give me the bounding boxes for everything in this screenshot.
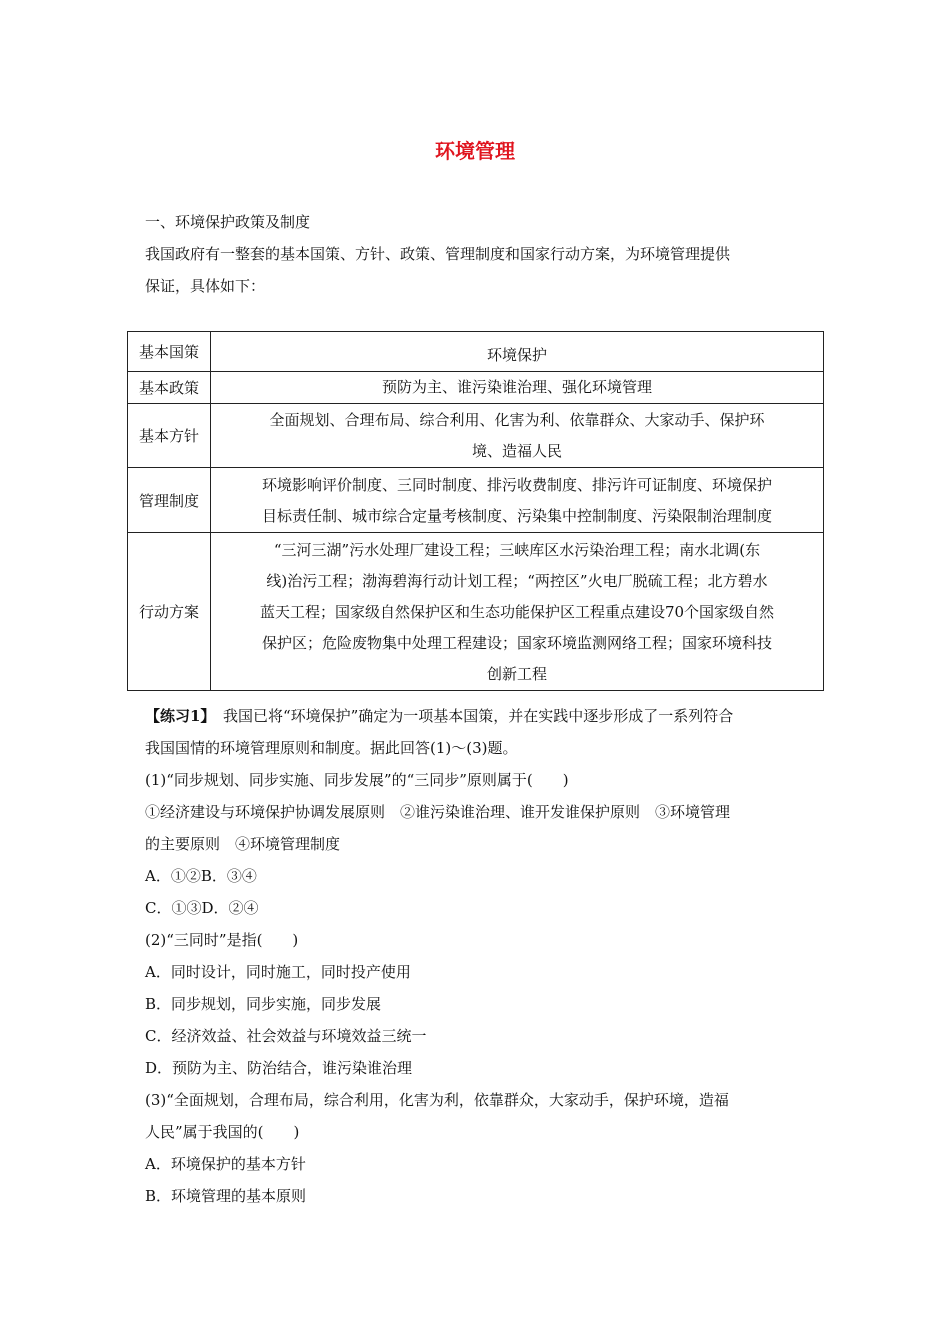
row-value xyxy=(211,533,824,691)
row-value xyxy=(211,372,824,404)
row-value-line: 保护区；危险废物集中处理工程建设；国家环境监测网络工程；国家环境科技 xyxy=(261,634,772,652)
q3-choice-b: B．环境管理的基本原则 xyxy=(145,1187,307,1205)
q2-choice-a: A．同时设计，同时施工，同时投产使用 xyxy=(145,963,411,981)
q1-options-2: 的主要原则 ④环境管理制度 xyxy=(145,835,341,853)
table-row xyxy=(128,533,824,691)
row-value-line: 目标责任制、城市综合定量考核制度、污染集中控制制度、污染限制治理制度 xyxy=(261,507,772,525)
row-value-line: 创新工程 xyxy=(486,665,547,683)
row-key: 行动方案 xyxy=(128,533,211,691)
table-row xyxy=(128,372,824,404)
question-1: (1)“同步规划、同步实施、同步发展”的“三同步”原则属于( ) xyxy=(145,771,569,789)
row-value-line: “三河三湖”污水处理厂建设工程；三峡库区水污染治理工程；南水北调(东 xyxy=(273,541,761,559)
question-2: (2)“三同时”是指( ) xyxy=(145,931,299,949)
row-key: 基本国策 xyxy=(128,332,211,372)
q3-choice-a: A．环境保护的基本方针 xyxy=(145,1155,306,1173)
row-value xyxy=(211,332,824,372)
table-row xyxy=(128,332,824,372)
q1-options-1: ①经济建设与环境保护协调发展原则 ②谁污染谁治理、谁开发谁保护原则 ③环境管理 xyxy=(145,803,731,821)
policy-table xyxy=(127,331,824,691)
exercise-label: 【练习1】 xyxy=(145,707,208,725)
row-key: 基本政策 xyxy=(128,372,211,404)
page-title: 环境管理 xyxy=(435,139,515,163)
exercise-intro-text: 我国已将“环境保护”确定为一项基本国策，并在实践中逐步形成了一系列符合 xyxy=(222,707,734,725)
q2-choice-c: C．经济效益、社会效益与环境效益三统一 xyxy=(145,1027,427,1045)
row-value-line: 预防为主、谁污染谁治理、强化环境管理 xyxy=(381,378,652,396)
row-key: 管理制度 xyxy=(128,468,211,533)
table-row xyxy=(128,404,824,468)
intro-line-2: 保证，具体如下： xyxy=(145,277,266,295)
row-value-line: 线)治污工程；渤海碧海行动计划工程；“两控区”火电厂脱硫工程；北方碧水 xyxy=(266,572,768,590)
exercise-intro-1 xyxy=(145,700,815,732)
row-value xyxy=(211,404,824,468)
row-value-line: 环境保护 xyxy=(486,346,547,364)
table-row xyxy=(128,468,824,533)
q2-choice-b: B．同步规划，同步实施，同步发展 xyxy=(145,995,382,1013)
intro-line-1: 我国政府有一整套的基本国策、方针、政策、管理制度和国家行动方案，为环境管理提供 xyxy=(145,245,731,263)
row-value-line: 境、造福人民 xyxy=(471,442,562,460)
row-value-line: 蓝天工程；国家级自然保护区和生态功能保护区工程重点建设70个国家级自然 xyxy=(259,603,775,621)
row-key: 基本方针 xyxy=(128,404,211,468)
question-3-line-2: 人民”属于我国的( ) xyxy=(145,1123,300,1141)
q1-choice-ab: A．①②B．③④ xyxy=(145,867,257,885)
section-heading: 一、环境保护政策及制度 xyxy=(145,213,311,231)
q2-choice-d: D．预防为主、防治结合，谁污染谁治理 xyxy=(145,1059,413,1077)
exercise-intro-2: 我国国情的环境管理原则和制度。据此回答(1)～(3)题。 xyxy=(145,739,518,757)
row-value-line: 环境影响评价制度、三同时制度、排污收费制度、排污许可证制度、环境保护 xyxy=(261,476,772,494)
q1-choice-cd: C．①③D．②④ xyxy=(145,899,259,917)
question-3-line-1: (3)“全面规划，合理布局，综合利用，化害为利，依靠群众，大家动手，保护环境，造福 xyxy=(145,1091,729,1109)
row-value-line: 全面规划、合理布局、综合利用、化害为利、依靠群众、大家动手、保护环 xyxy=(269,411,765,429)
row-value xyxy=(211,468,824,533)
